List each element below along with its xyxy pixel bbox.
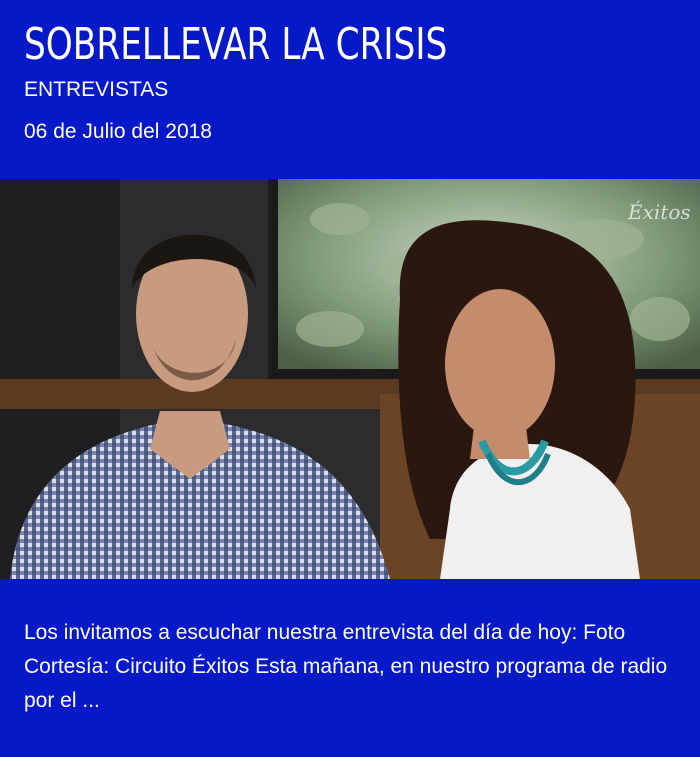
watermark-text: Éxitos [628,200,691,224]
article-header [24,16,676,143]
article-date: 06 de Julio del 2018 [24,120,212,143]
interview-photo-icon [0,179,700,579]
article-category[interactable]: ENTREVISTAS [24,78,169,101]
article-excerpt: Los invitamos a escuchar nuestra entrevista del día de hoy: Foto Cortesía: Circuito Éxitos Esta mañana, en nuestro programa de radio por el ... [24,621,668,712]
article-image[interactable] [0,179,700,579]
article-title[interactable]: SOBRELLEVAR LA CRISIS [24,19,448,70]
